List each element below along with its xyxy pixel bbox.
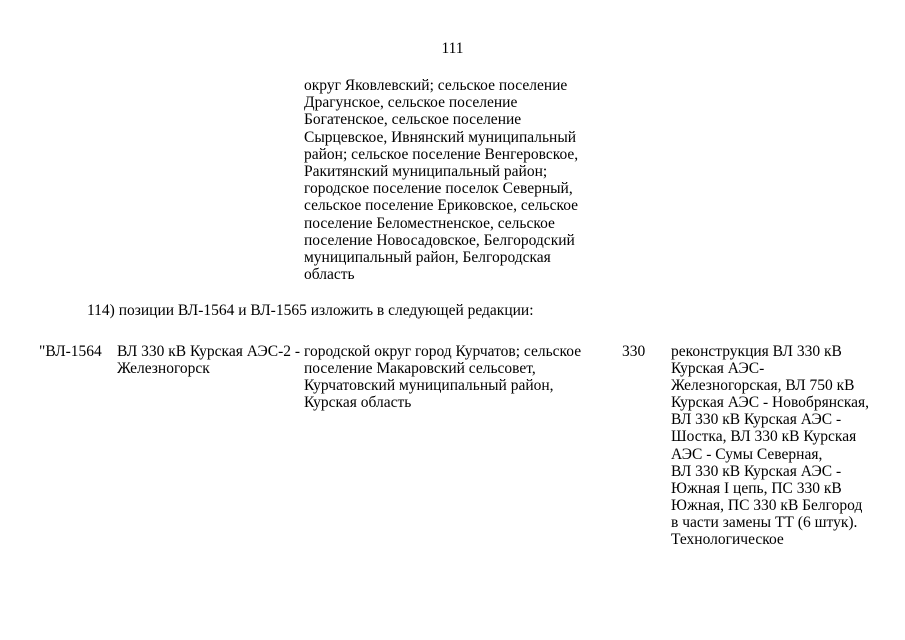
voltage-text: 330 xyxy=(622,343,646,360)
territory-line: поселение Макаровский сельсовет, xyxy=(304,360,536,378)
territory-continuation xyxy=(304,77,604,283)
territory-line: городской округ город Курчатов; сельское xyxy=(304,343,582,360)
amendment-instruction: 114) позиции ВЛ-1564 и ВЛ-1565 изложить в следующей редакции: xyxy=(87,302,534,319)
text-line: Драгунское, сельское поселение xyxy=(304,94,518,112)
text-line: округ Яковлевский; сельское поселение xyxy=(304,77,568,94)
description-line: реконструкция ВЛ 330 кВ xyxy=(671,343,842,360)
territory-line: Курчатовский муниципальный район, xyxy=(304,377,554,395)
text-line: поселение Беломестненское, сельское xyxy=(304,214,555,232)
text-line: Ракитянский муниципальный район; xyxy=(304,163,548,181)
description-line: Курская АЭС- xyxy=(671,360,765,378)
description-line: в части замены ТТ (6 штук). xyxy=(671,513,858,531)
description-line: Технологическое xyxy=(671,531,784,549)
text-line: поселение Новосадовское, Белгородский xyxy=(304,231,575,249)
page-number: 111 xyxy=(441,40,464,57)
text-line: Богатенское, сельское поселение xyxy=(304,111,522,129)
text-line: Сырцевское, Ивнянский муниципальный xyxy=(304,128,577,146)
text-line: сельское поселение Ериковское, сельское xyxy=(304,197,579,215)
territory-line: Курская область xyxy=(304,394,412,412)
description-line: Железногорская, ВЛ 750 кВ xyxy=(671,377,855,395)
description-line: Южная, ПС 330 кВ Белгород xyxy=(671,496,863,514)
row-description xyxy=(671,343,869,548)
description-line: Шостка, ВЛ 330 кВ Курская xyxy=(671,428,857,446)
text-line: область xyxy=(304,266,355,284)
row-territory xyxy=(304,343,581,411)
name-line: ВЛ 330 кВ Курская АЭС-2 - xyxy=(117,343,301,360)
row-code xyxy=(39,343,102,360)
row-voltage xyxy=(622,343,645,360)
text-line: район; сельское поселение Венгеровское, xyxy=(304,145,579,163)
description-line: Курская АЭС - Новобрянская, xyxy=(671,394,870,412)
description-line: ВЛ 330 кВ Курская АЭС - xyxy=(671,411,842,429)
name-line: Железногорск xyxy=(117,360,210,378)
description-line: ВЛ 330 кВ Курская АЭС - xyxy=(671,462,842,480)
code-text: "ВЛ-1564 xyxy=(39,343,102,360)
description-line: АЭС - Сумы Северная, xyxy=(671,445,823,463)
row-name xyxy=(117,343,300,377)
text-line: муниципальный район, Белгородская xyxy=(304,249,551,267)
description-line: Южная I цепь, ПС 330 кВ xyxy=(671,479,842,497)
text-line: городское поселение поселок Северный, xyxy=(304,180,573,198)
